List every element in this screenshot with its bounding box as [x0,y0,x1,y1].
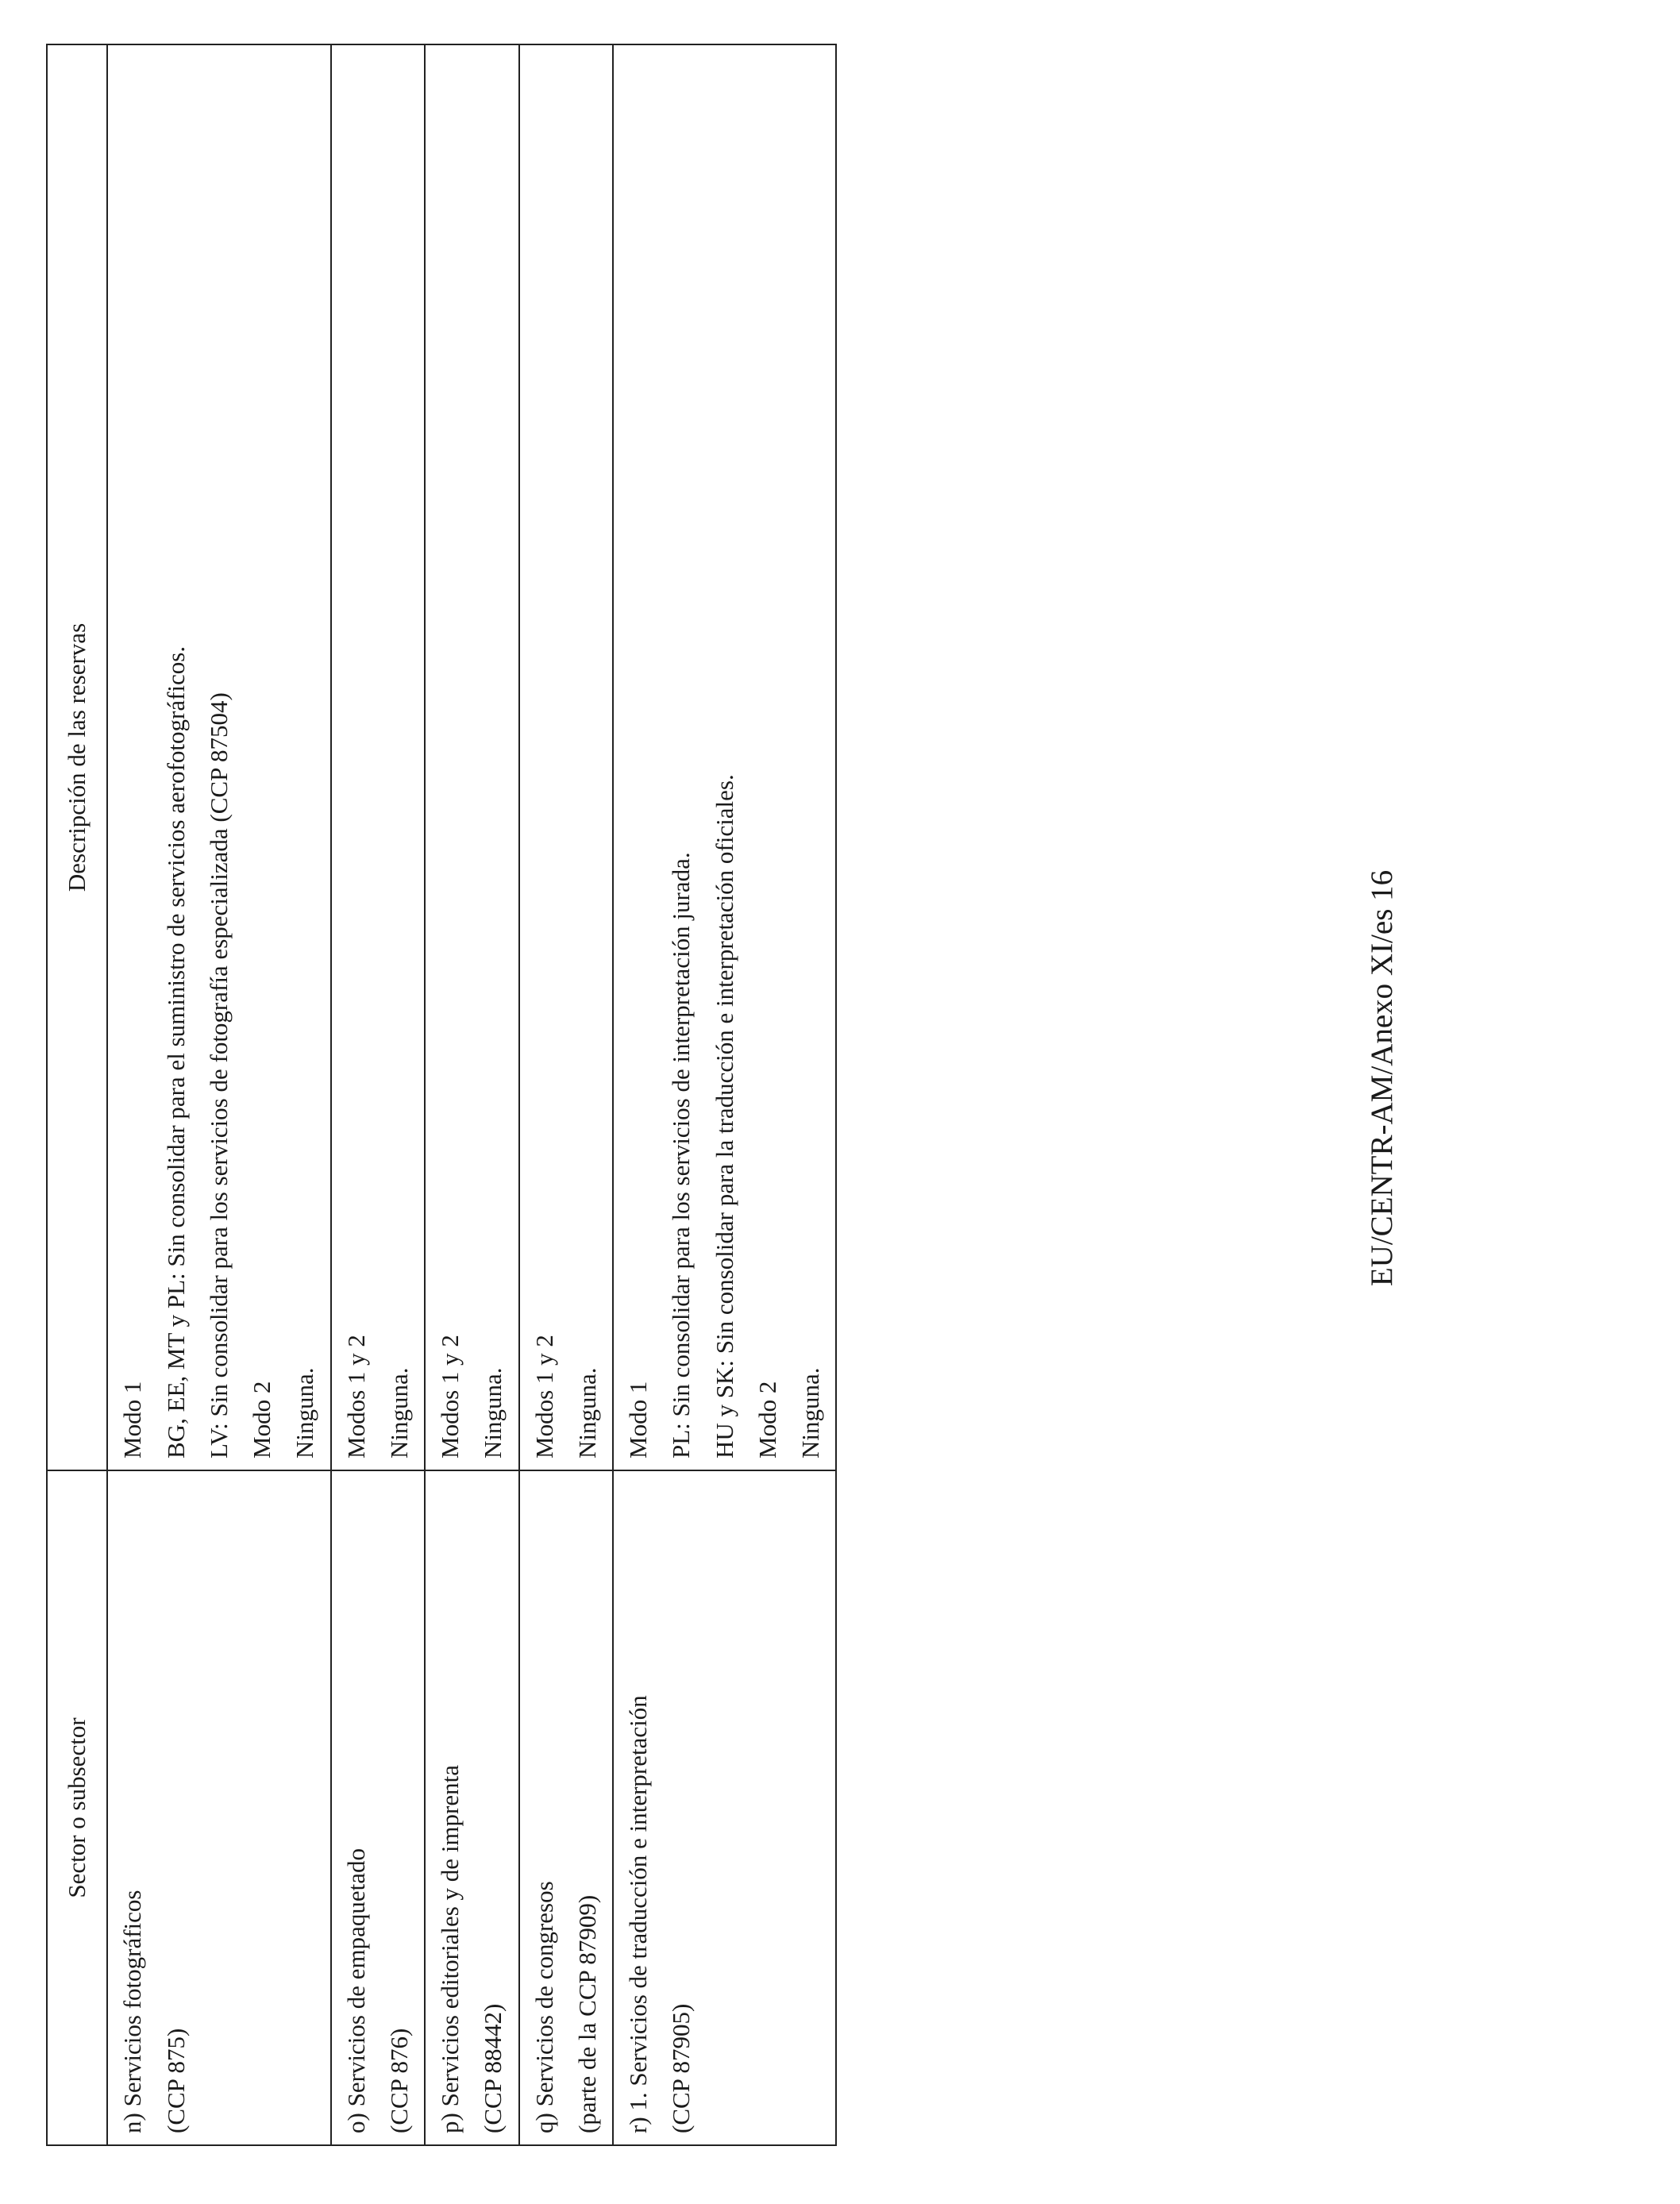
description-cell [425,44,519,1470]
description-line: LV: Sin consolidar para los servicios de fotografía especializada (CCP 87504) [204,692,233,1458]
table-row [331,44,426,2145]
sector-cell [331,1470,426,2145]
sector-cell [519,1470,614,2145]
sector-line: (CCP 87905) [667,2003,696,2133]
description-line: HU y SK: Sin consolidar para la traducción e interpretación oficiales. [710,774,738,1458]
table-row [425,44,519,2145]
description-cell [613,44,836,1470]
sector-line: (parte de la CCP 87909) [572,1894,601,2133]
sector-cell [425,1470,519,2145]
description-line: Modos 1 y 2 [436,1335,464,1458]
description-line: Ninguna. [384,1367,413,1458]
sector-cell [107,1470,330,2145]
description-line: Ninguna. [572,1367,601,1458]
header-description: Descripción de las reservas [47,44,107,1470]
description-line: Modo 1 [118,1381,147,1458]
description-line: BG, EE, MT y PL: Sin consolidar para el suministro de servicios aerofotográficos. [161,645,190,1458]
description-line: Modo 1 [624,1381,652,1458]
sector-line: (CCP 88442) [479,2003,507,2133]
description-line: Ninguna. [479,1367,507,1458]
reservations-table [46,44,837,2146]
description-line: Modo 2 [753,1381,781,1458]
sector-line: (CCP 875) [161,2028,190,2133]
description-line: Modos 1 y 2 [341,1335,370,1458]
sector-line: p) Servicios editoriales y de imprenta [436,1764,464,2133]
page-footer: EU/CENTR-AM/Anexo XI/es 16 [1365,869,1399,1287]
sector-line: n) Servicios fotográficos [118,1890,147,2133]
sector-line: (CCP 876) [384,2028,413,2133]
sector-line: r) 1. Servicios de traducción e interpretación [624,1695,652,2133]
description-cell [519,44,614,1470]
description-line: Modos 1 y 2 [530,1335,558,1458]
sector-cell [613,1470,836,2145]
description-cell [107,44,330,1470]
table-row [613,44,836,2145]
header-sector: Sector o subsector [47,1470,107,2145]
table-header-row [47,44,107,2145]
table-row [107,44,330,2145]
description-line: PL: Sin consolidar para los servicios de interpretación jurada. [667,852,696,1458]
table-row [519,44,614,2145]
sector-line: q) Servicios de congresos [530,1881,558,2133]
description-line: Ninguna. [796,1367,824,1458]
sector-line: o) Servicios de empaquetado [341,1848,370,2133]
description-line: Ninguna. [291,1367,319,1458]
description-line: Modo 2 [248,1381,276,1458]
description-cell [331,44,426,1470]
